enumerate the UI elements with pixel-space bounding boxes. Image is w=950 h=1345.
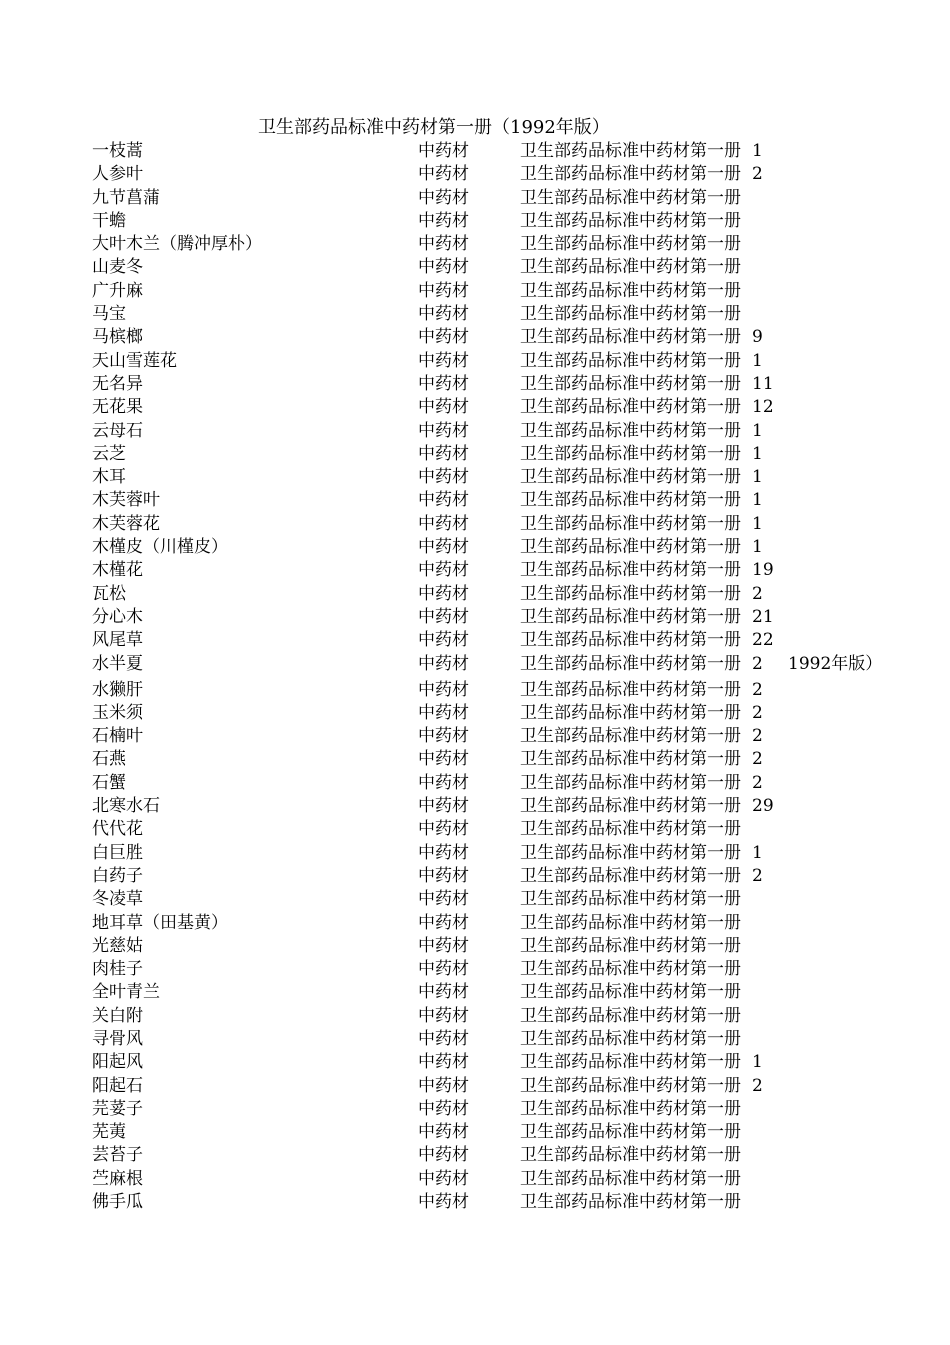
medicine-type: 中药材	[418, 490, 469, 511]
table-row	[0, 842, 950, 865]
standard-source: 卫生部药品标准中药材第一册	[520, 679, 741, 700]
standard-source: 卫生部药品标准中药材第一册	[520, 537, 741, 558]
table-row	[0, 559, 950, 582]
table-row	[0, 233, 950, 256]
standard-source: 卫生部药品标准中药材第一册	[520, 1052, 741, 1073]
medicine-type: 中药材	[418, 1145, 469, 1166]
medicine-name: 瓦松	[92, 583, 126, 604]
table-row	[0, 420, 950, 443]
table-row	[0, 280, 950, 303]
standard-source: 卫生部药品标准中药材第一册	[520, 819, 741, 840]
medicine-type: 中药材	[418, 350, 469, 371]
medicine-name: 大叶木兰（腾冲厚朴）	[92, 234, 262, 255]
medicine-name: 芸苔子	[92, 1145, 143, 1166]
medicine-type: 中药材	[418, 1028, 469, 1049]
page-number: 2	[752, 726, 763, 747]
medicine-type: 中药材	[418, 1098, 469, 1119]
medicine-name: 水半夏	[92, 653, 143, 674]
page-number: 2	[752, 749, 763, 770]
medicine-name: 广升麻	[92, 280, 143, 301]
medicine-type: 中药材	[418, 912, 469, 933]
medicine-type: 中药材	[418, 819, 469, 840]
standard-source: 卫生部药品标准中药材第一册	[520, 513, 741, 534]
medicine-name: 石燕	[92, 749, 126, 770]
page-number: 1	[752, 537, 763, 558]
medicine-type: 中药材	[418, 1122, 469, 1143]
standard-source: 卫生部药品标准中药材第一册	[520, 1075, 741, 1096]
medicine-name: 九节菖蒲	[92, 187, 160, 208]
page-number: 2	[752, 865, 763, 886]
page-number: 1	[752, 141, 763, 161]
medicine-type: 中药材	[418, 1052, 469, 1073]
standard-source: 卫生部药品标准中药材第一册	[520, 350, 741, 371]
table-row	[0, 725, 950, 748]
page-number: 1	[752, 1052, 763, 1073]
table-row	[0, 1191, 950, 1214]
table-row	[0, 536, 950, 559]
medicine-type: 中药材	[418, 606, 469, 627]
standard-source: 卫生部药品标准中药材第一册	[520, 490, 741, 511]
medicine-name: 人参叶	[92, 164, 143, 185]
table-row	[0, 958, 950, 981]
medicine-name: 无花果	[92, 397, 143, 418]
medicine-type: 中药材	[418, 397, 469, 418]
medicine-type: 中药材	[418, 1192, 469, 1213]
standard-source: 卫生部药品标准中药材第一册	[520, 373, 741, 394]
table-row	[0, 1005, 950, 1028]
standard-source: 卫生部药品标准中药材第一册	[520, 842, 741, 863]
table-row	[0, 326, 950, 349]
medicine-type: 中药材	[418, 1005, 469, 1026]
standard-source: 卫生部药品标准中药材第一册	[520, 749, 741, 770]
standard-source: 卫生部药品标准中药材第一册	[520, 796, 741, 817]
medicine-type: 中药材	[418, 164, 469, 185]
page-number: 1	[752, 350, 763, 371]
table-row	[0, 303, 950, 326]
table-row	[0, 702, 950, 725]
standard-source: 卫生部药品标准中药材第一册	[520, 772, 741, 793]
medicine-name: 石蟹	[92, 772, 126, 793]
standard-source: 卫生部药品标准中药材第一册	[520, 889, 741, 910]
page-number: 22	[752, 630, 774, 651]
medicine-type: 中药材	[418, 772, 469, 793]
medicine-name: 一枝蒿	[92, 141, 143, 161]
standard-source: 卫生部药品标准中药材第一册	[520, 982, 741, 1003]
table-row	[0, 935, 950, 958]
standard-source: 卫生部药品标准中药材第一册	[520, 1028, 741, 1049]
medicine-type: 中药材	[418, 1075, 469, 1096]
standard-source: 卫生部药品标准中药材第一册	[520, 630, 741, 651]
medicine-type: 中药材	[418, 749, 469, 770]
medicine-name: 北寒水石	[92, 796, 160, 817]
medicine-name: 干蟾	[92, 210, 126, 231]
standard-source: 卫生部药品标准中药材第一册	[520, 653, 741, 674]
standard-source: 卫生部药品标准中药材第一册	[520, 912, 741, 933]
medicine-name: 肉桂子	[92, 959, 143, 980]
standard-source: 卫生部药品标准中药材第一册	[520, 141, 741, 161]
standard-source: 卫生部药品标准中药材第一册	[520, 1098, 741, 1119]
medicine-name: 佛手瓜	[92, 1192, 143, 1213]
table-row	[0, 653, 950, 679]
table-row	[0, 163, 950, 186]
standard-source: 卫生部药品标准中药材第一册	[520, 959, 741, 980]
medicine-name: 地耳草（田基黄）	[92, 912, 228, 933]
medicine-name: 苎麻根	[92, 1168, 143, 1189]
standard-source: 卫生部药品标准中药材第一册	[520, 702, 741, 723]
medicine-type: 中药材	[418, 935, 469, 956]
table-row	[0, 373, 950, 396]
standard-source: 卫生部药品标准中药材第一册	[520, 420, 741, 441]
medicine-type: 中药材	[418, 280, 469, 301]
standard-source: 卫生部药品标准中药材第一册	[520, 726, 741, 747]
table-row	[0, 187, 950, 210]
table-row	[0, 795, 950, 818]
medicine-name: 马槟榔	[92, 327, 143, 348]
standard-source: 卫生部药品标准中药材第一册	[520, 865, 741, 886]
medicine-name: 石楠叶	[92, 726, 143, 747]
medicine-name: 芫荽子	[92, 1098, 143, 1119]
page-number: 1	[752, 467, 763, 488]
standard-source: 卫生部药品标准中药材第一册	[520, 1168, 741, 1189]
medicine-type: 中药材	[418, 513, 469, 534]
table-row	[0, 888, 950, 911]
table-row	[0, 865, 950, 888]
medicine-type: 中药材	[418, 467, 469, 488]
medicine-name: 木芙蓉花	[92, 513, 160, 534]
medicine-type: 中药材	[418, 560, 469, 581]
standard-source: 卫生部药品标准中药材第一册	[520, 935, 741, 956]
medicine-type: 中药材	[418, 327, 469, 348]
medicine-list	[0, 140, 950, 1214]
page-number: 2	[752, 164, 763, 185]
medicine-type: 中药材	[418, 653, 469, 674]
table-row	[0, 772, 950, 795]
standard-source: 卫生部药品标准中药材第一册	[520, 560, 741, 581]
medicine-type: 中药材	[418, 373, 469, 394]
standard-source: 卫生部药品标准中药材第一册	[520, 280, 741, 301]
medicine-type: 中药材	[418, 443, 469, 464]
medicine-name: 无名异	[92, 373, 143, 394]
medicine-type: 中药材	[418, 796, 469, 817]
standard-source: 卫生部药品标准中药材第一册	[520, 257, 741, 278]
table-row	[0, 256, 950, 279]
medicine-name: 代代花	[92, 819, 143, 840]
standard-source: 卫生部药品标准中药材第一册	[520, 327, 741, 348]
page-number: 12	[752, 397, 774, 418]
standard-source: 卫生部药品标准中药材第一册	[520, 1192, 741, 1213]
table-row	[0, 748, 950, 771]
page-number: 2	[752, 772, 763, 793]
medicine-type: 中药材	[418, 141, 469, 161]
standard-source: 卫生部药品标准中药材第一册	[520, 304, 741, 325]
medicine-name: 木槿花	[92, 560, 143, 581]
table-row	[0, 210, 950, 233]
table-row	[0, 1051, 950, 1074]
page-number: 2	[752, 679, 763, 700]
table-row	[0, 629, 950, 652]
standard-source: 卫生部药品标准中药材第一册	[520, 443, 741, 464]
medicine-name: 白巨胜	[92, 842, 143, 863]
medicine-name: 天山雪莲花	[92, 350, 177, 371]
page-number: 2	[752, 702, 763, 723]
table-row	[0, 606, 950, 629]
medicine-type: 中药材	[418, 842, 469, 863]
overflow-text: 1992年版）	[788, 653, 883, 674]
medicine-type: 中药材	[418, 210, 469, 231]
page-title: 卫生部药品标准中药材第一册（1992年版）	[258, 117, 610, 138]
standard-source: 卫生部药品标准中药材第一册	[520, 1005, 741, 1026]
medicine-name: 芜荑	[92, 1122, 126, 1143]
table-row	[0, 1075, 950, 1098]
page-number: 21	[752, 606, 774, 627]
table-row	[0, 350, 950, 373]
table-row	[0, 679, 950, 702]
medicine-type: 中药材	[418, 630, 469, 651]
table-row	[0, 912, 950, 935]
medicine-type: 中药材	[418, 726, 469, 747]
medicine-name: 风尾草	[92, 630, 143, 651]
medicine-type: 中药材	[418, 420, 469, 441]
standard-source: 卫生部药品标准中药材第一册	[520, 187, 741, 208]
standard-source: 卫生部药品标准中药材第一册	[520, 606, 741, 627]
medicine-type: 中药材	[418, 583, 469, 604]
medicine-name: 马宝	[92, 304, 126, 325]
medicine-name: 云母石	[92, 420, 143, 441]
table-row	[0, 489, 950, 512]
medicine-name: 关白附	[92, 1005, 143, 1026]
page-number: 19	[752, 560, 774, 581]
medicine-name: 木芙蓉叶	[92, 490, 160, 511]
table-row	[0, 396, 950, 419]
table-row	[0, 1098, 950, 1121]
medicine-type: 中药材	[418, 257, 469, 278]
table-row	[0, 1144, 950, 1167]
table-row	[0, 583, 950, 606]
table-row	[0, 981, 950, 1004]
medicine-name: 水獭肝	[92, 679, 143, 700]
standard-source: 卫生部药品标准中药材第一册	[520, 1122, 741, 1143]
medicine-type: 中药材	[418, 1168, 469, 1189]
table-row	[0, 818, 950, 841]
standard-source: 卫生部药品标准中药材第一册	[520, 1145, 741, 1166]
medicine-type: 中药材	[418, 889, 469, 910]
page-number: 1	[752, 842, 763, 863]
standard-source: 卫生部药品标准中药材第一册	[520, 467, 741, 488]
medicine-name: 山麦冬	[92, 257, 143, 278]
table-row	[0, 140, 950, 163]
medicine-name: 冬凌草	[92, 889, 143, 910]
medicine-name: 白药子	[92, 865, 143, 886]
standard-source: 卫生部药品标准中药材第一册	[520, 210, 741, 231]
medicine-type: 中药材	[418, 234, 469, 255]
standard-source: 卫生部药品标准中药材第一册	[520, 164, 741, 185]
page-number: 2	[752, 583, 763, 604]
table-row	[0, 1028, 950, 1051]
medicine-name: 寻骨风	[92, 1028, 143, 1049]
page-number: 1	[752, 513, 763, 534]
medicine-type: 中药材	[418, 959, 469, 980]
medicine-name: 玉米须	[92, 702, 143, 723]
medicine-type: 中药材	[418, 187, 469, 208]
medicine-name: 木耳	[92, 467, 126, 488]
medicine-name: 阳起风	[92, 1052, 143, 1073]
medicine-type: 中药材	[418, 304, 469, 325]
medicine-type: 中药材	[418, 679, 469, 700]
table-row	[0, 1121, 950, 1144]
medicine-type: 中药材	[418, 982, 469, 1003]
medicine-type: 中药材	[418, 537, 469, 558]
medicine-type: 中药材	[418, 702, 469, 723]
medicine-name: 分心木	[92, 606, 143, 627]
medicine-name: 全叶青兰	[92, 982, 160, 1003]
medicine-name: 阳起石	[92, 1075, 143, 1096]
medicine-name: 云芝	[92, 443, 126, 464]
page-number: 2	[752, 1075, 763, 1096]
page-number: 2	[752, 653, 763, 674]
medicine-type: 中药材	[418, 865, 469, 886]
page-number: 11	[752, 373, 774, 394]
standard-source: 卫生部药品标准中药材第一册	[520, 397, 741, 418]
table-row	[0, 1168, 950, 1191]
page-number: 1	[752, 420, 763, 441]
table-row	[0, 466, 950, 489]
standard-source: 卫生部药品标准中药材第一册	[520, 583, 741, 604]
page-number: 9	[752, 327, 763, 348]
table-row	[0, 443, 950, 466]
medicine-name: 木槿皮（川槿皮）	[92, 537, 228, 558]
page-number: 1	[752, 443, 763, 464]
standard-source: 卫生部药品标准中药材第一册	[520, 234, 741, 255]
page-number: 1	[752, 490, 763, 511]
table-row	[0, 513, 950, 536]
medicine-name: 光慈姑	[92, 935, 143, 956]
page-number: 29	[752, 796, 774, 817]
